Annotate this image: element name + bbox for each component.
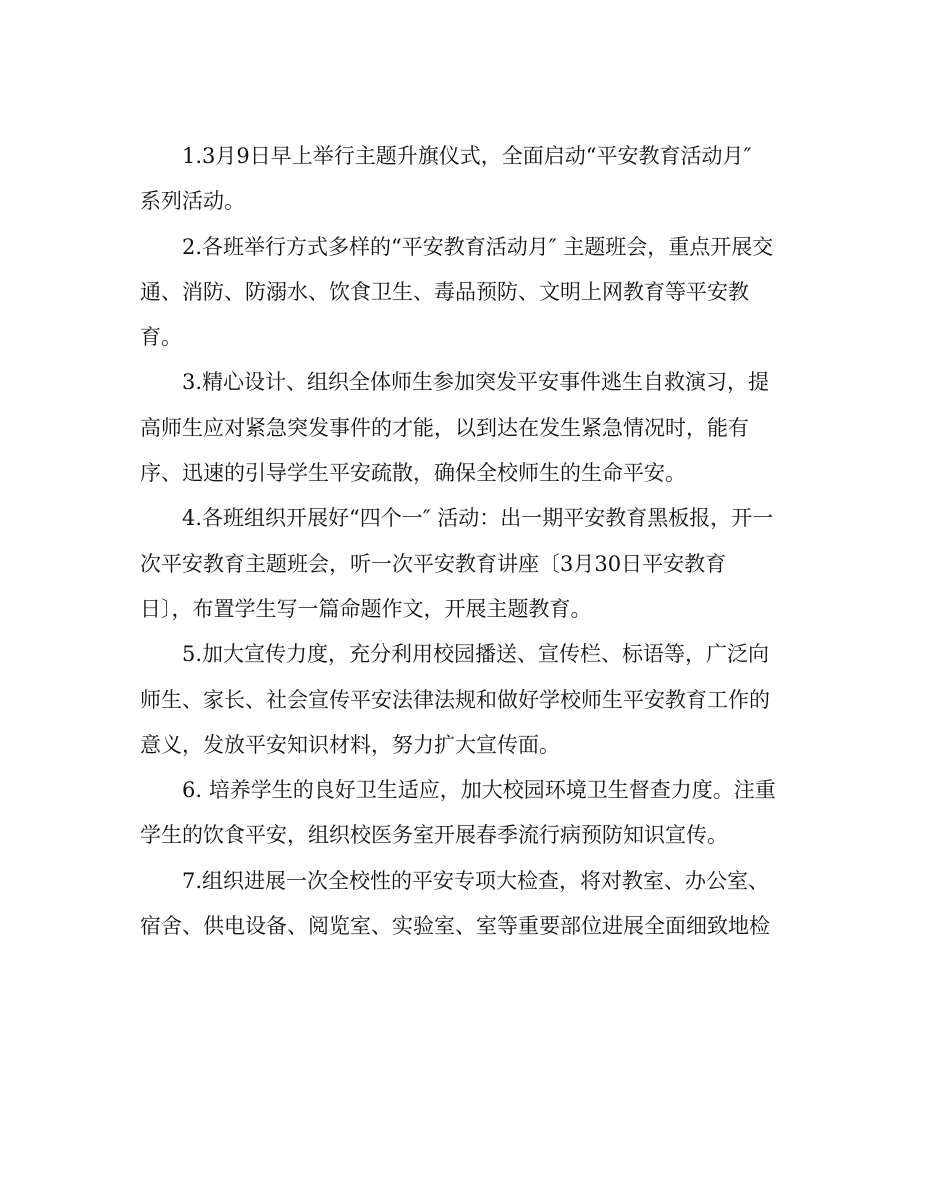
text-line: 育。 (140, 325, 182, 350)
paragraph-3 (140, 360, 820, 496)
text-line: 2.各班举行方式多样的“平安教育活动月″ 主题班会，重点开展交 (182, 234, 774, 259)
text-line: 次平安教育主题班会，听一次平安教育讲座〔3月30日平安教育 (140, 551, 727, 576)
text-line: 系列活动。 (140, 189, 245, 214)
text-line: 意义，发放平安知识材料，努力扩大宣传面。 (140, 732, 560, 757)
text-line: 1.3月9日早上举行主题升旗仪式，全面启动“平安教育活动月″ (182, 144, 752, 168)
text-line: 高师生应对紧急突发事件的才能，以到达在发生紧急情况时，能有 (140, 415, 749, 440)
paragraph-7 (140, 859, 820, 950)
text-line: 6. 培养学生的良好卫生适应，加大校园环境卫生督查力度。注重 (182, 778, 776, 803)
text-line: 3.精心设计、组织全体师生参加突发平安事件逃生自救演习，提 (182, 370, 770, 395)
paragraph-5 (140, 632, 820, 768)
paragraph-2 (140, 225, 820, 361)
text-line: 7.组织进展一次全校性的平安专项大检查，将对教室、办公室、 (182, 868, 770, 893)
text-line: 师生、家长、社会宣传平安法律法规和做好学校师生平安教育工作的 (140, 687, 770, 712)
text-line: 学生的饮食平安，组织校医务室开展春季流行病预防知识宣传。 (140, 823, 728, 848)
paragraph-4 (140, 496, 820, 632)
paragraph-6 (140, 768, 820, 859)
document-body (140, 134, 820, 949)
text-line: 4.各班组织开展好“四个一″ 活动：出一期平安教育黑板报，开一 (182, 506, 774, 531)
text-line: 通、消防、防溺水、饮食卫生、毒品预防、文明上网教育等平安教 (140, 279, 749, 304)
text-line: 5.加大宣传力度，充分利用校园播送、宣传栏、标语等，广泛向 (182, 642, 770, 667)
text-line: 序、迅速的引导学生平安疏散，确保全校师生的生命平安。 (140, 461, 686, 486)
text-line: 日〕，布置学生写一篇命题作文，开展主题教育。 (140, 596, 592, 621)
paragraph-1 (140, 134, 820, 225)
text-line: 宿舍、供电设备、阅览室、实验室、室等重要部位进展全面细致地检 (140, 914, 770, 939)
